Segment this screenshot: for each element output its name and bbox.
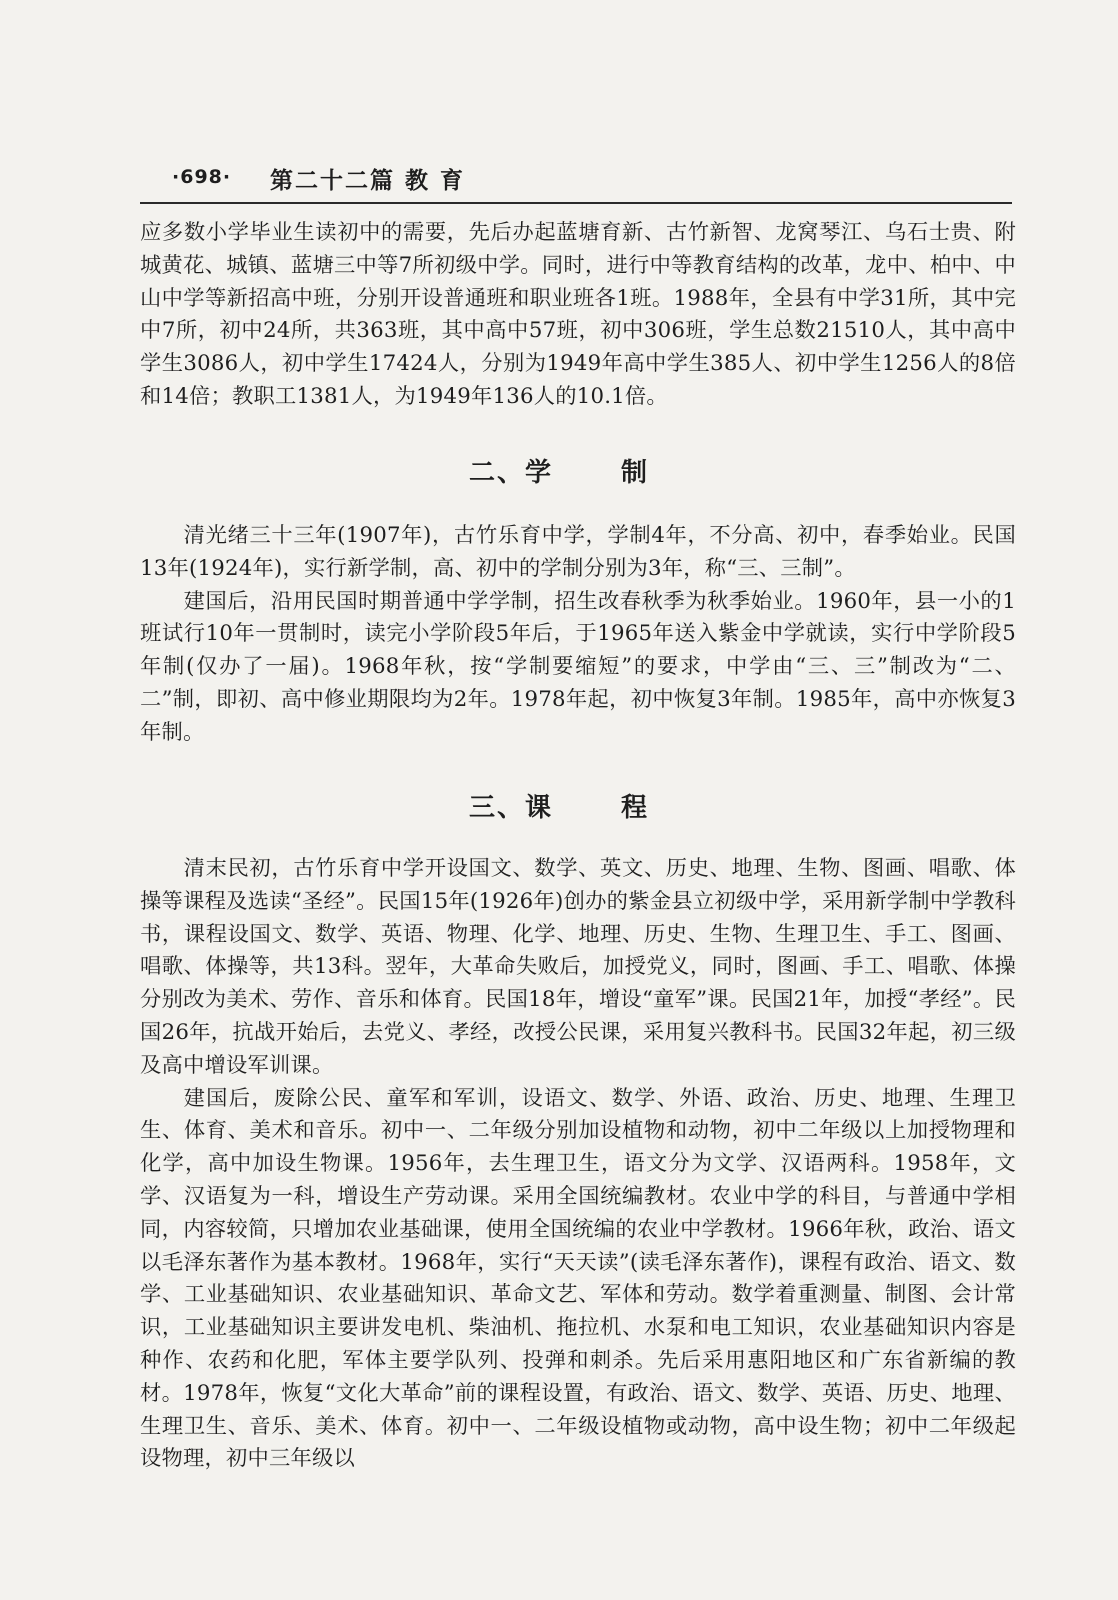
section-heading-left: 三、课 — [468, 793, 553, 823]
paragraph: 建国后，沿用民国时期普通中学学制，招生改春秋季为秋季始业。1960年，县一小的1班试行10年一贯制时，读完小学阶段5年后，于1965年送入紫金中学就读，实行中学阶段5年制(仅办了一届)。1968年秋，按“学制要缩短”的要求，中学由“三、三”制改为“二、二”制，即初、高中修业期限均为2年。1978年起，初中恢复3年制。1985年，高中亦恢复3年制。 — [140, 588, 1016, 745]
section-heading-curriculum — [0, 787, 1118, 824]
section-heading-right: 程 — [621, 793, 650, 823]
section-heading-left: 二、学 — [468, 458, 553, 488]
page-header — [140, 162, 1012, 204]
section-heading-right: 制 — [621, 458, 650, 488]
intro-paragraph: 应多数小学毕业生读初中的需要，先后办起蓝塘育新、古竹新智、龙窝琴江、乌石士贵、附城黄花、城镇、蓝塘三中等7所初级中学。同时，进行中等教育结构的改革，龙中、柏中、中山中学等新招高中班，分别开设普通班和职业班各1班。1988年，全县有中学31所，其中完中7所，初中24所，共363班，其中高中57班，初中306班，学生总数21510人，其中高中学生3086人，初中学生17424人，分别为1949年高中学生385人、初中学生1256人的8倍和14倍；教职工1381人，为1949年136人的10.1倍。 — [140, 220, 1016, 409]
paragraph: 清光绪三十三年(1907年)，古竹乐育中学，学制4年，不分高、初中，春季始业。民国13年(1924年)，实行新学制，高、初中的学制分别为3年，称“三、三制”。 — [140, 523, 1016, 581]
curriculum-text — [140, 853, 1016, 1476]
page-number: ·698· — [172, 166, 232, 188]
running-title: 第二十二篇 教 育 — [270, 168, 466, 194]
paragraph: 清末民初，古竹乐育中学开设国文、数学、英文、历史、地理、生物、图画、唱歌、体操等课程及选读“圣经”。民国15年(1926年)创办的紫金县立初级中学，采用新学制中学教科书，课程设国文、数学、英语、物理、化学、地理、历史、生物、生理卫生、手工、图画、唱歌、体操等，共13科。翌年，大革命失败后，加授党义，同时，图画、手工、唱歌、体操分别改为美术、劳作、音乐和体育。民国18年，增设“童军”课。民国21年，加授“孝经”。民国26年，抗战开始后，去党义、孝经，改授公民课，采用复兴教科书。民国32年起，初三级及高中增设军训课。 — [140, 856, 1016, 1078]
paragraph: 建国后，废除公民、童军和军训，设语文、数学、外语、政治、历史、地理、生理卫生、体育、美术和音乐。初中一、二年级分别加设植物和动物，初中二年级以上加授物理和化学，高中加设生物课。1956年，去生理卫生，语文分为文学、汉语两科。1958年，文学、汉语复为一科，增设生产劳动课。采用全国统编教材。农业中学的科目，与普通中学相同，内容较简，只增加农业基础课，使用全国统编的农业中学教材。1966年秋，政治、语文以毛泽东著作为基本教材。1968年，实行“天天读”(读毛泽东著作)，课程有政治、语文、数学、工业基础知识、农业基础知识、革命文艺、军体和劳动。数学着重测量、制图、会计常识，工业基础知识主要讲发电机、柴油机、拖拉机、水泵和电工知识，农业基础知识内容是种作、农药和化肥，军体主要学队列、投弹和刺杀。先后采用惠阳地区和广东省新编的教材。1978年，恢复“文化大革命”前的课程设置，有政治、语文、数学、英语、历史、地理、生理卫生、音乐、美术、体育。初中一、二年级设植物或动物，高中设生物；初中二年级起设物理，初中三年级以 — [140, 1085, 1016, 1472]
section-heading-school-system — [0, 452, 1118, 489]
school-system-text — [140, 520, 1016, 750]
intro-text — [140, 217, 1016, 414]
